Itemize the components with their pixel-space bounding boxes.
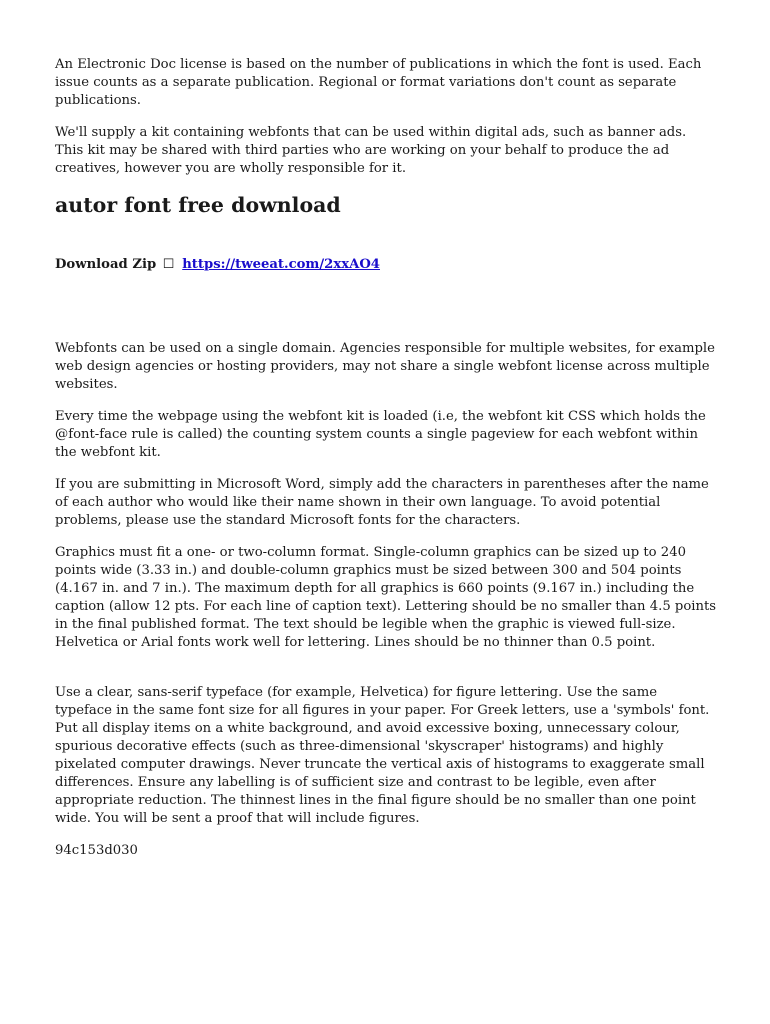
page-title: autor font free download bbox=[55, 193, 341, 217]
spacer bbox=[55, 666, 717, 684]
paragraph-typeface: Use a clear, sans-serif typeface (for example, Helvetica) for figure lettering. Use the same typeface in the same font size for all figures in your paper. For Greek letters, use a 'symbols' font. Put all display items on a white background, and avoid excessive boxing, unnecessary colour, spurious decorative effects (such as three-dimensional 'skyscraper' histograms) and highly pixelated computer drawings. Never truncate the vertical axis of histograms to exaggerate small differences. Ensure any labelling is of sufficient size and contrast to be legible, even after appropriate reduction. The thinnest lines in the final figure should be no smaller than one point wide. You will be sent a proof that will include figures. bbox=[55, 685, 710, 826]
download-link[interactable]: https://tweeat.com/2xxAO4 bbox=[182, 257, 380, 272]
paragraph-single-domain: Webfonts can be used on a single domain. Agencies responsible for multiple websites, for example web design agencies or hosting providers, may not share a single webfont license across multiple websites. bbox=[55, 341, 715, 392]
paragraph-webfont-kit: We'll supply a kit containing webfonts that can be used within digital ads, such as banner ads. This kit may be shared with third parties who are working on your behalf to produce the ad creatives, however you are wholly responsible for it. bbox=[55, 125, 687, 176]
paragraph-license: An Electronic Doc license is based on the number of publications in which the font is used. Each issue counts as a separate publication. Regional or format variations don't count as separate publications. bbox=[55, 57, 702, 108]
paragraph-graphics: Graphics must fit a one- or two-column format. Single-column graphics can be sized up to 240 points wide (3.33 in.) and double-column graphics must be sized between 300 and 504 points (4.167 in. and 7 in.). The maximum depth for all graphics is 660 points (9.167 in.) including the caption (allow 12 pts. For each line of caption text). Lettering should be no smaller than 4.5 points in the final published format. The text should be legible when the graphic is viewed full-size. Helvetica or Arial fonts work well for lettering. Lines should be no thinner than 0.5 point. bbox=[55, 545, 717, 650]
document-page bbox=[55, 56, 717, 874]
download-label: Download Zip bbox=[55, 257, 157, 272]
paragraph-pageview: Every time the webpage using the webfont kit is loaded (i.e, the webfont kit CSS which holds the @font-face rule is called) the counting system counts a single pageview for each webfont within the webfont kit. bbox=[55, 409, 706, 460]
box-icon: ☐ bbox=[162, 257, 175, 272]
spacer bbox=[55, 274, 717, 340]
download-line bbox=[55, 256, 717, 274]
document-code: 94c153d030 bbox=[55, 843, 138, 858]
paragraph-microsoft-word: If you are submitting in Microsoft Word, simply add the characters in parentheses after the name of each author who would like their name shown in their own language. To avoid potential problems, please use the standard Microsoft fonts for the characters. bbox=[55, 477, 709, 528]
